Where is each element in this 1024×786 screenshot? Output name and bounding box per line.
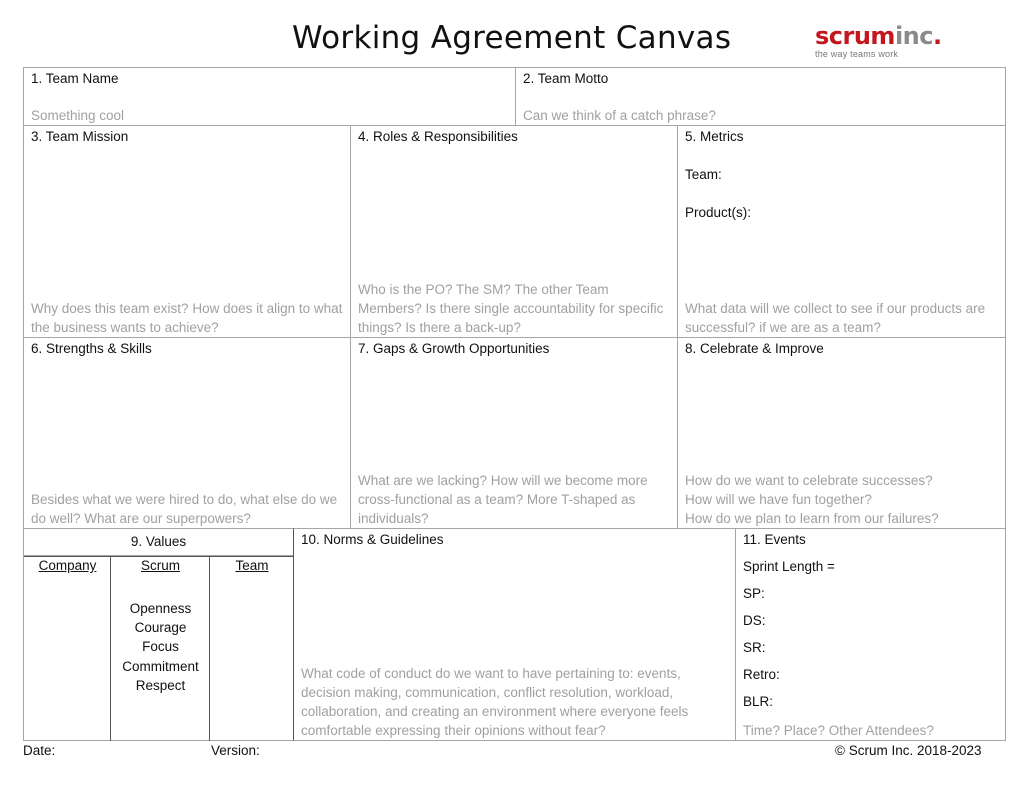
- section-hint: Besides what we were hired to do, what else do we do well? What are our superpowers?: [31, 492, 338, 526]
- page-title: Working Agreement Canvas: [292, 20, 732, 56]
- section-team-name[interactable]: [23, 67, 516, 126]
- events-sprint-length-label: Sprint Length =: [743, 559, 835, 574]
- events-blr-label: BLR:: [743, 694, 774, 709]
- section-heading: 5. Metrics: [685, 129, 744, 144]
- section-gaps-growth[interactable]: [350, 337, 678, 529]
- values-column-scrum[interactable]: [110, 556, 210, 741]
- section-hint: Why does this team exist? How does it align to what the business wants to achieve?: [31, 301, 343, 335]
- section-celebrate-improve[interactable]: [677, 337, 1006, 529]
- footer-copyright: © Scrum Inc. 2018-2023: [835, 743, 982, 758]
- footer-version-label: Version:: [211, 743, 260, 758]
- section-heading: 2. Team Motto: [523, 71, 609, 86]
- values-column-company[interactable]: [23, 556, 111, 741]
- values-column-header: Scrum: [140, 558, 180, 573]
- events-sp-label: SP:: [743, 586, 765, 601]
- logo-word-scrum: scrum: [815, 22, 895, 50]
- section-hint: Time? Place? Other Attendees?: [743, 723, 934, 738]
- metrics-team-label: Team:: [685, 167, 722, 182]
- section-heading: 1. Team Name: [31, 71, 119, 86]
- scrum-value: Respect: [135, 677, 186, 693]
- section-roles-responsibilities[interactable]: [350, 125, 678, 338]
- logo-wordmark: [815, 24, 975, 48]
- section-hint: What are we lacking? How will we become more cross-functional as a team? More T-shaped as individuals?: [358, 473, 648, 526]
- section-heading: 4. Roles & Responsibilities: [358, 129, 518, 144]
- logo-dot: .: [933, 22, 942, 50]
- values-column-header: Team: [235, 558, 269, 573]
- hint-line: How will we have fun together?: [685, 492, 872, 507]
- events-sr-label: SR:: [743, 640, 766, 655]
- logo-tagline: the way teams work: [815, 49, 899, 59]
- scrum-value: Commitment: [122, 658, 199, 674]
- hint-line: How do we want to celebrate successes?: [685, 473, 933, 488]
- section-metrics[interactable]: [677, 125, 1006, 338]
- section-heading: 7. Gaps & Growth Opportunities: [358, 341, 550, 356]
- section-hint: Something cool: [31, 108, 125, 123]
- section-hint: [685, 471, 999, 528]
- scrum-value: Openness: [129, 601, 192, 616]
- metrics-products-label: Product(s):: [685, 205, 752, 220]
- section-events[interactable]: [735, 528, 1006, 741]
- scruminc-logo: [815, 24, 975, 59]
- scrum-values-list: [111, 599, 210, 695]
- values-column-team[interactable]: [209, 556, 294, 741]
- events-ds-label: DS:: [743, 613, 766, 628]
- section-hint: What data will we collect to see if our products are successful? if we are as a team?: [685, 301, 986, 335]
- section-norms-guidelines[interactable]: [293, 528, 736, 741]
- scrum-value: Focus: [142, 639, 179, 655]
- footer-date-label: Date:: [23, 743, 56, 758]
- section-heading: 8. Celebrate & Improve: [685, 341, 824, 356]
- section-heading: 6. Strengths & Skills: [31, 341, 152, 356]
- logo-word-inc: inc: [894, 22, 933, 50]
- scrum-value: Courage: [134, 620, 187, 636]
- hint-line: How do we plan to learn from our failures?: [685, 511, 939, 526]
- section-heading: 11. Events: [743, 532, 806, 547]
- section-team-mission[interactable]: [23, 125, 351, 338]
- section-hint: What code of conduct do we want to have pertaining to: events, decision making, communication, conflict resolution, workload, collaboration, and creating an environment where everyone feels comfortable expressing their opinions without fear?: [301, 666, 689, 738]
- section-hint: Who is the PO? The SM? The other Team Members? Is there single accountability for specific things? Is there a back-up?: [358, 282, 664, 335]
- section-strengths-skills[interactable]: [23, 337, 351, 529]
- events-retro-label: Retro:: [743, 667, 780, 682]
- section-hint: Can we think of a catch phrase?: [523, 108, 716, 123]
- values-heading: 9. Values: [23, 528, 294, 556]
- section-heading: 10. Norms & Guidelines: [301, 532, 444, 547]
- values-column-header: Company: [38, 558, 97, 573]
- section-team-motto[interactable]: [515, 67, 1006, 126]
- section-heading: 3. Team Mission: [31, 129, 129, 144]
